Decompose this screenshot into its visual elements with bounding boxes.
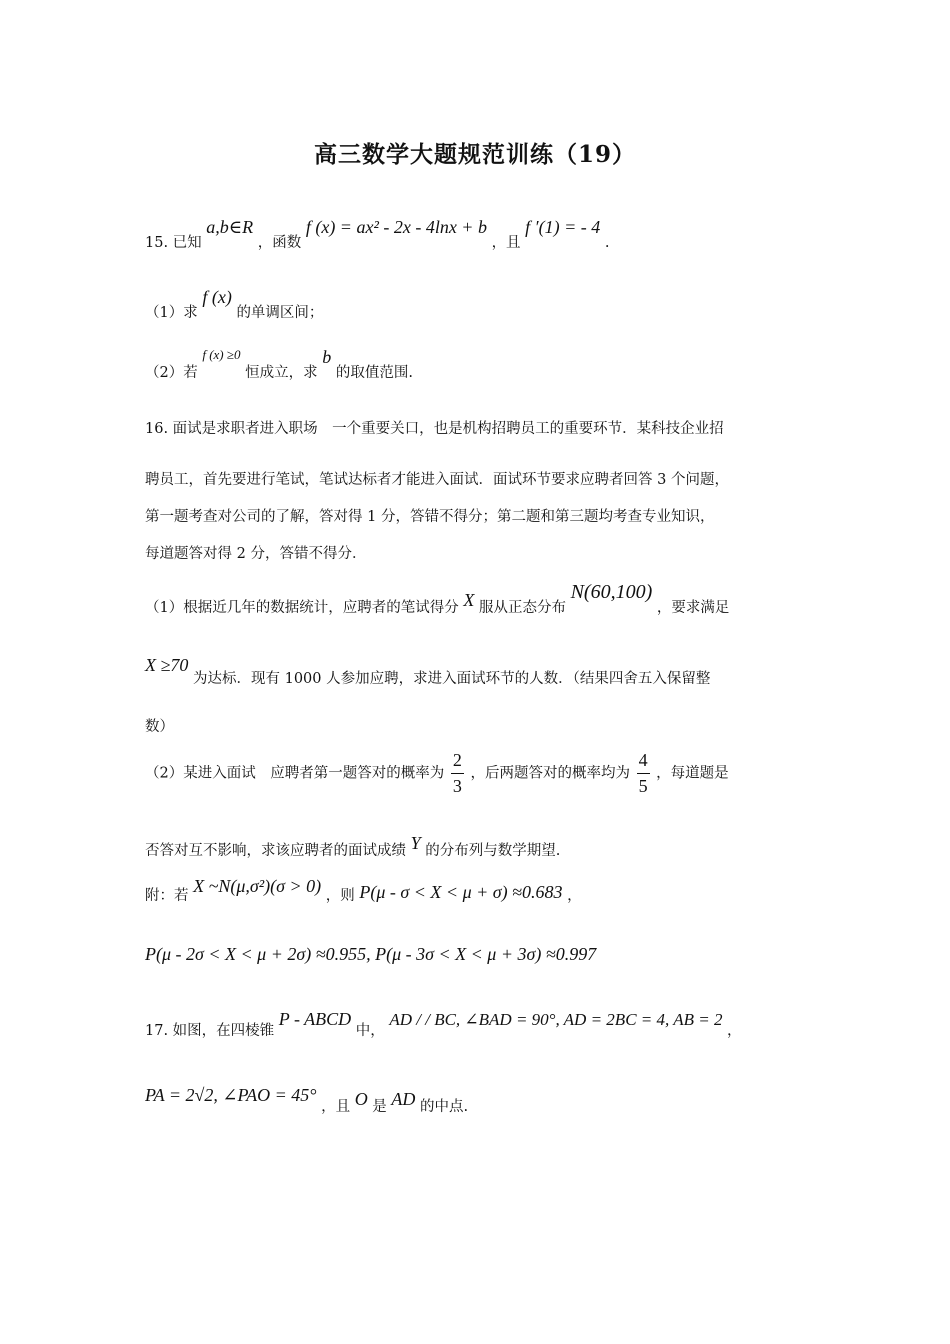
- q16-p2a: （2）某进入面试 应聘者第一题答对的概率为: [145, 765, 445, 782]
- q16-p2d: 否答对互不影响，求该应聘者的面试成绩: [145, 843, 406, 859]
- q16-p1e: 数）: [145, 719, 174, 735]
- q17-m3: PA = 2√2, ∠PAO = 45°: [145, 1085, 317, 1105]
- q16-p1b: 服从正态分布: [478, 600, 566, 616]
- q15-function-def: f (x) = ax² - 2x - 4lnx + b: [305, 217, 487, 237]
- q15-p2-label: （2）若: [145, 365, 198, 381]
- q15-sep1: ，函数: [257, 235, 302, 251]
- q15-p1-text: 的单调区间；: [236, 305, 324, 321]
- q16-p1-N: N(60,100): [570, 581, 653, 603]
- q16-p1a: （1）根据近几年的数据统计，应聘者的笔试得分: [145, 600, 459, 616]
- q17-mid: 中，: [355, 1023, 385, 1039]
- q15-p2-text: 的取值范围.: [335, 365, 413, 381]
- q15-head: 15. 已知: [145, 235, 202, 251]
- q15-part2: [145, 347, 413, 381]
- q16-part1-cond: [145, 655, 711, 687]
- q16-f1-den: 3: [452, 776, 462, 796]
- q17-head: 17. 如图，在四棱锥: [145, 1023, 275, 1039]
- q16-attach-c: ，: [567, 888, 582, 904]
- q15-p1-label: （1）求: [145, 305, 198, 321]
- q16-attach-a: 附：若: [145, 888, 189, 904]
- q15-p2-math: f (x) ≥0: [202, 347, 241, 362]
- q16-attach-b: ，则: [325, 888, 355, 904]
- q16-p2-Y: Y: [410, 833, 421, 853]
- q17-and: ，且: [321, 1099, 351, 1115]
- q16-attach-m1: X ~N(μ,σ²)(σ > 0): [193, 876, 322, 896]
- q15-condition: f ′(1) = - 4: [525, 217, 601, 237]
- q16-attachment-line2: [145, 945, 596, 964]
- q17-comma: ，: [727, 1023, 742, 1039]
- q16-p2b: ，后两题答对的概率均为: [470, 765, 630, 782]
- q17-m1: P - ABCD: [278, 1009, 352, 1029]
- q16-part2: [145, 750, 729, 797]
- q16-p2e: 的分布列与数学期望.: [425, 843, 561, 859]
- q17-line1: [145, 1009, 742, 1039]
- q16-part1: [145, 581, 730, 616]
- q16-attachment: [145, 876, 582, 904]
- q15-tail: .: [604, 235, 610, 251]
- q16-p2c: ，每道题是: [656, 765, 729, 782]
- q17-line2: [145, 1085, 469, 1115]
- q15-sep2: ，且: [491, 235, 521, 251]
- q17-AD: AD: [391, 1089, 416, 1109]
- q16-f2-den: 5: [638, 776, 648, 796]
- q16-f1-num: 2: [451, 750, 464, 774]
- q16-f2-num: 4: [637, 750, 650, 774]
- q16-p1c: ，要求满足: [656, 600, 730, 616]
- q17-is: 是: [372, 1099, 387, 1115]
- q16-fraction-2: [637, 750, 650, 797]
- q15-line: [145, 217, 610, 251]
- q15-p2-b: b: [322, 347, 332, 367]
- q16-part2-cont: [145, 833, 561, 859]
- q15-part1: [145, 287, 324, 321]
- q17-m2: AD / / BC, ∠BAD = 90°, AD = 2BC = 4, AB = 2: [389, 1010, 723, 1029]
- page-title: 高三数学大题规范训练（19）: [313, 141, 636, 168]
- q16-line1: 16. 面试是求职者进入职场 一个重要关口，也是机构招聘员工的重要环节．某科技企业招: [145, 421, 724, 437]
- q16-fraction-1: [451, 750, 464, 797]
- q15-ab: a,b∈R: [206, 217, 254, 237]
- q16-line4: 每道题答对得 2 分，答错不得分．: [145, 546, 367, 562]
- q16-p1-cond: X ≥70: [145, 655, 189, 675]
- q16-p1d: 为达标．现有 1000 人参加应聘，求进入面试环节的人数．（结果四舍五入保留整: [192, 671, 711, 687]
- q16-line3: 第一题考查对公司的了解，答对得 1 分，答错不得分；第二题和第三题均考查专业知识，: [145, 509, 715, 525]
- q15-p2-mid: 恒成立，求: [245, 365, 318, 381]
- q17-O: O: [354, 1089, 368, 1109]
- q15-p1-math: f (x): [202, 287, 232, 307]
- q16-attach-m2: P(μ - σ < X < μ + σ) ≈0.683: [359, 882, 563, 902]
- q17-tail: 的中点.: [420, 1099, 469, 1115]
- q16-line2: 聘员工，首先要进行笔试，笔试达标者才能进入面试．面试环节要求应聘者回答 3 个问题，: [145, 472, 729, 488]
- q16-p1-X: X: [463, 590, 475, 610]
- q16-attach-line2: P(μ - 2σ < X < μ + 2σ) ≈0.955, P(μ - 3σ < X < μ + 3σ) ≈0.997: [145, 944, 597, 964]
